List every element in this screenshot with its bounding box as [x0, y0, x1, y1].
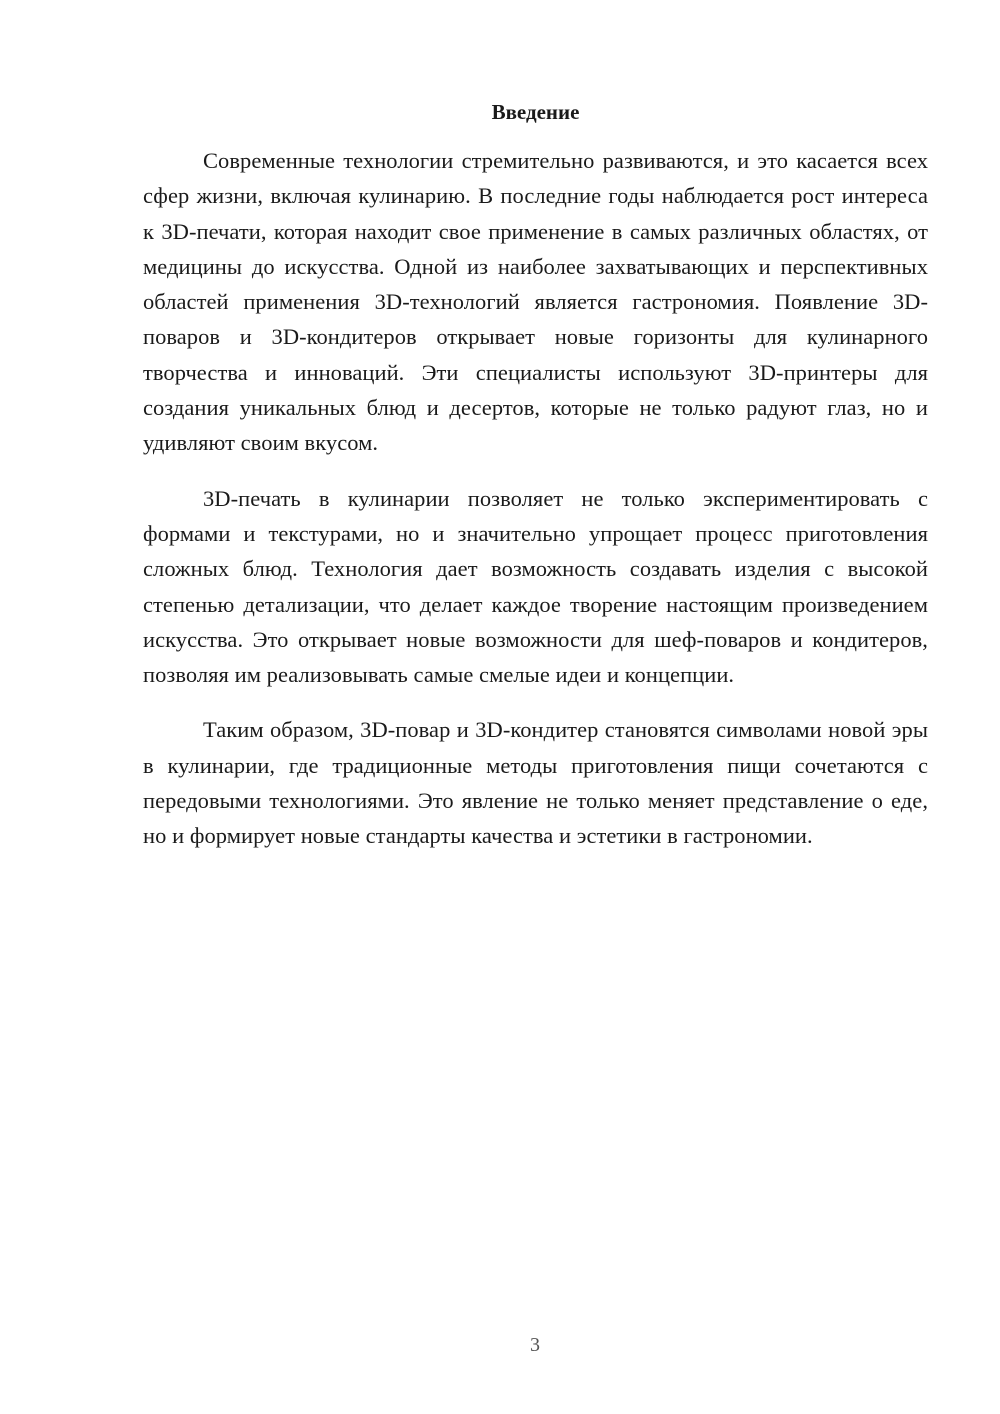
paragraph-1: Современные технологии стремительно развиваются, и это касается всех сфер жизни, включая кулинарию. В последние годы наблюдается рост интереса к 3D-печати, которая находит свое применение в самых различных областях, от медицины до искусства. Одной из наиболее захватывающих и перспективных областей применения 3D-технологий является гастрономия. Появление 3D-поваров и 3D-кондитеров открывает новые горизонты для кулинарного творчества и инноваций. Эти специалисты используют 3D-принтеры для создания уникальных блюд и десертов, которые не только радуют глаз, но и удивляют своим вкусом. — [143, 148, 928, 456]
paragraph-2: 3D-печать в кулинарии позволяет не только экспериментировать с формами и текстурами, но и значительно упрощает процесс приготовления сложных блюд. Технология дает возможность создавать изделия с высокой степенью детализации, что делает каждое творение настоящим произведением искусства. Это открывает новые возможности для шеф-поваров и кондитеров, позволяя им реализовывать самые смелые идеи и концепции. — [143, 485, 928, 688]
paragraph-3: Таким образом, 3D-повар и 3D-кондитер становятся символами новой эры в кулинарии, где традиционные методы приготовления пищи сочетаются с передовыми технологиями. Это явление не только меняет представление о еде, но и формирует новые стандарты качества и эстетики в гастрономии. — [143, 717, 928, 849]
body-text — [143, 143, 928, 874]
page-number: 3 — [530, 1334, 540, 1356]
section-title: Введение — [491, 100, 580, 124]
